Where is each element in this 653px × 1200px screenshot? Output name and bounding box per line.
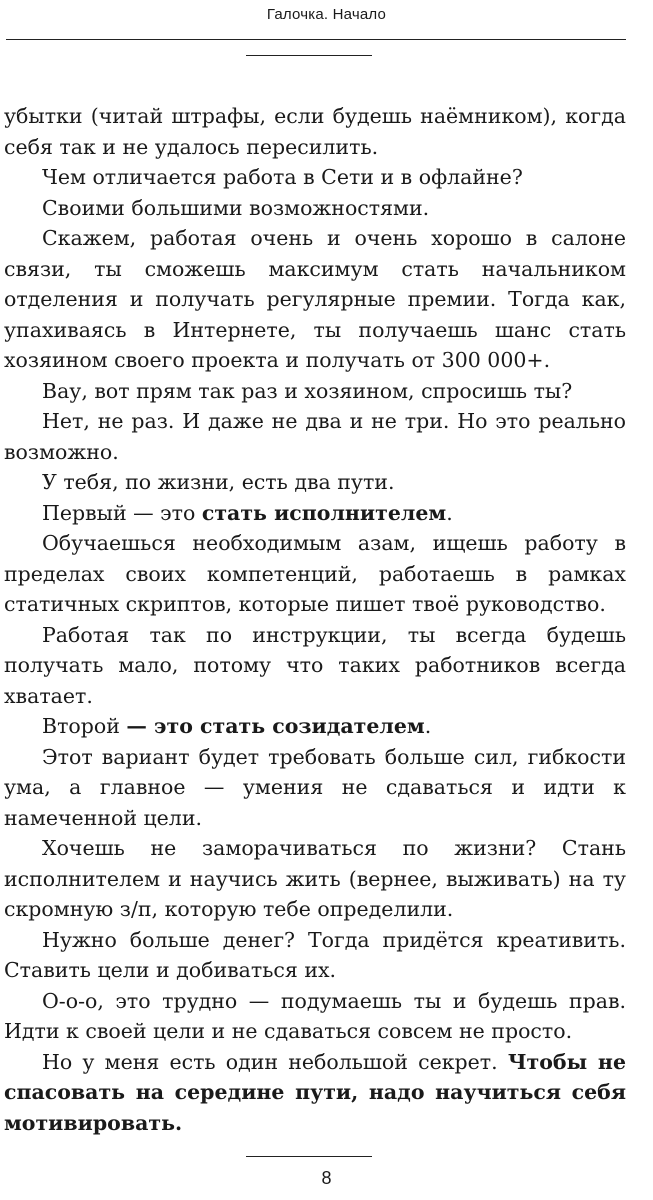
paragraph <box>4 711 626 742</box>
paragraph <box>4 986 626 1047</box>
emphasis-text: — это стать созидателем <box>126 714 425 738</box>
footer-rule <box>246 1156 372 1157</box>
paragraph-text: убытки (читай штрафы, если будешь наёмником), когда себя так и не удалось пересилить. <box>4 104 626 159</box>
paragraph <box>4 925 626 986</box>
paragraph-text: Второй <box>42 714 127 738</box>
emphasis-text: стать исполнителем <box>201 500 447 525</box>
paragraph-text: У тебя, по жизни, есть два пути. <box>42 470 395 494</box>
emphasis-text: Чтобы не спасовать на середине пути, надо научиться себя мотивировать. <box>4 1049 626 1135</box>
paragraph-text: Чем отличается работа в Сети и в офлайне? <box>42 165 523 189</box>
paragraph <box>4 467 626 498</box>
paragraph-text: О-о-о, это трудно — подумаешь ты и будешь прав. Идти к своей цели и не сдаваться совсем не просто. <box>4 988 626 1043</box>
header-short-rule <box>246 55 372 56</box>
body-text <box>4 101 626 1138</box>
paragraph <box>4 101 626 162</box>
paragraph-text: Своими большими возможностями. <box>42 195 430 220</box>
paragraph-text: . <box>446 500 453 525</box>
running-head-title: Галочка. Начало <box>266 6 387 23</box>
paragraph <box>4 620 626 712</box>
paragraph-text: Работая так по инструкции, ты всегда будешь получать мало, потому что таких работников всегда хватает. <box>4 622 626 708</box>
paragraph <box>4 193 626 224</box>
paragraph <box>4 223 626 376</box>
header-rule <box>6 39 626 40</box>
paragraph <box>4 1047 626 1139</box>
paragraph-text: Обучаешься необходимым азам, ищешь работу в пределах своих компетенций, работаешь в рамках статичных скриптов, которые пишет твоё руководство. <box>4 531 626 616</box>
paragraph-text: Но у меня есть один небольшой секрет. <box>42 1049 508 1074</box>
page-number: 8 <box>321 1168 332 1188</box>
paragraph <box>4 833 626 925</box>
paragraph-text: Нужно больше денег? Тогда придётся креативить. Ставить цели и добиваться их. <box>4 927 626 982</box>
paragraph-text: Хочешь не заморачиваться по жизни? Стань исполнителем и научись жить (вернее, выживать) на ту скромную з/п, которую тебе определили. <box>4 836 626 921</box>
paragraph <box>4 742 626 834</box>
paragraph-text: Скажем, работая очень и очень хорошо в салоне связи, ты сможешь максимум стать начальником отделения и получать регулярные премии. Тогда как, упахиваясь в Интернете, ты получаешь шанс стать хозяином своего проекта и получать от 300 000+. <box>4 226 626 372</box>
paragraph-text: Вау, вот прям так раз и хозяином, спросишь ты? <box>42 378 573 403</box>
paragraph-text: Этот вариант будет требовать больше сил, гибкости ума, а главное — умения не сдаваться и идти к намеченной цели. <box>4 744 626 830</box>
paragraph-text: Нет, не раз. И даже не два и не три. Но это реально возможно. <box>4 409 626 464</box>
paragraph-text: Первый — это <box>42 500 202 525</box>
paragraph <box>4 498 626 529</box>
paragraph-text: . <box>424 714 432 738</box>
paragraph <box>4 528 626 620</box>
paragraph <box>4 376 626 407</box>
paragraph <box>4 406 626 467</box>
paragraph <box>4 162 626 193</box>
